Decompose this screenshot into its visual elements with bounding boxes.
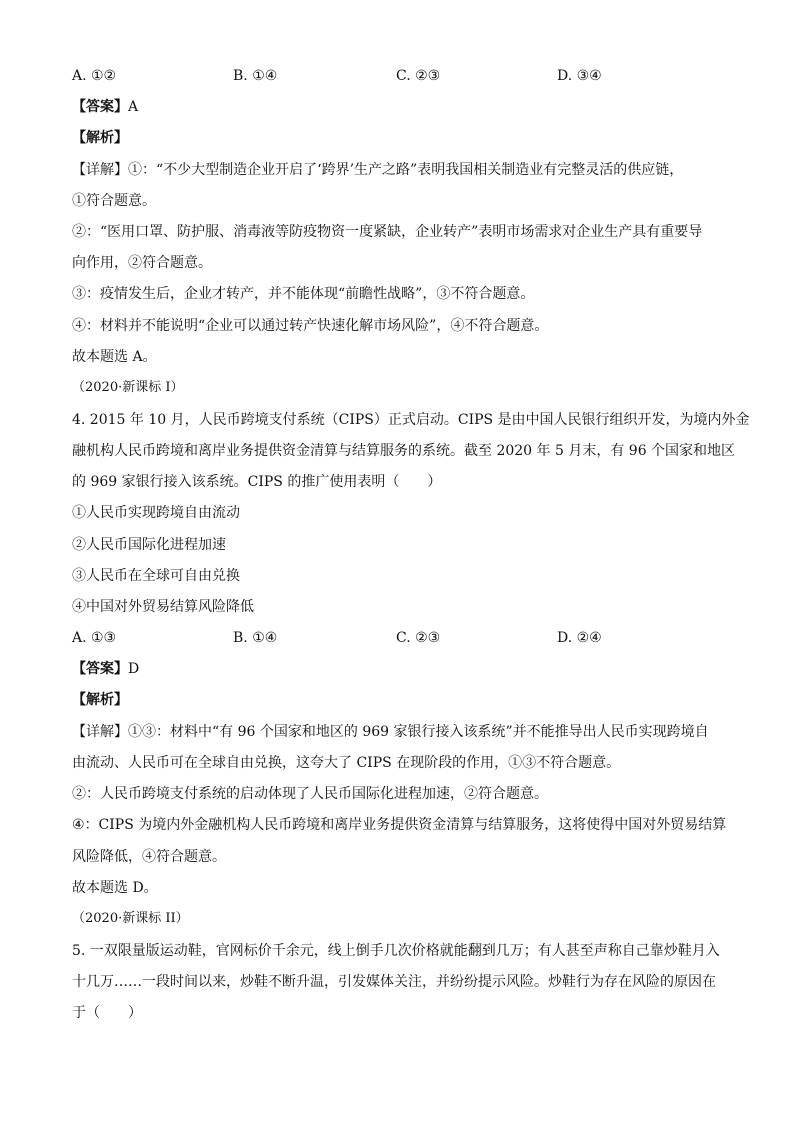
q4-detail-line: ②：人民币跨境支付系统的启动体现了人民币国际化进程加速，②符合题意。 — [72, 786, 548, 802]
q3-option-a: A. ①② — [72, 68, 117, 84]
q4-statement: ④中国对外贸易结算风险降低 — [72, 599, 254, 615]
q4-analysis-label: 【解析】 — [72, 692, 128, 708]
q4-statement: ①人民币实现跨境自由流动 — [72, 505, 240, 521]
q3-option-b: B. ①④ — [233, 68, 278, 84]
answer-value: D — [128, 661, 140, 677]
q5-stem-line: 5. 一双限量版运动鞋，官网标价千余元，线上倒手几次价格就能翻到几万；有人甚至声称自己靠炒鞋月入 — [72, 943, 720, 959]
q4-stem-line: 融机构人民币跨境和离岸业务提供资金清算与结算服务的系统。截至 2020 年 5 月末，有 96 个国家和地区 — [72, 443, 736, 459]
q4-detail-line: ④：CIPS 为境内外金融机构人民币跨境和离岸业务提供资金清算与结算服务，这将使得中国对外贸易结算 — [72, 817, 727, 833]
q4-option-b: B. ①④ — [233, 630, 278, 646]
q4-statement: ②人民币国际化进程加速 — [72, 537, 226, 553]
q4-detail-line: 【详解】①③：材料中“有 96 个国家和地区的 969 家银行接入该系统”并不能推导出人民币实现跨境自 — [72, 724, 709, 740]
q4-stem-line: 4. 2015 年 10 月，人民币跨境支付系统（CIPS）正式启动。CIPS 是由中国人民银行组织开发，为境内外金 — [72, 412, 750, 428]
q3-detail-line: ②：“医用口罩、防护服、消毒液等防疫物资一度紧缺，企业转产”表明市场需求对企业生产具有重要导 — [72, 224, 703, 240]
q5-source: （2020·新课标 II） — [72, 911, 189, 926]
q3-analysis-label: 【解析】 — [72, 130, 128, 146]
q3-option-c: C. ②③ — [396, 68, 441, 84]
q4-detail-line: 风险降低，④符合题意。 — [72, 849, 226, 865]
answer-label: 【答案】 — [72, 661, 128, 677]
q3-detail-line: ④：材料并不能说明“企业可以通过转产快速化解市场风险”，④不符合题意。 — [72, 318, 549, 334]
q4-conclusion: 故本题选 D。 — [72, 880, 158, 896]
q4-stem-line: 的 969 家银行接入该系统。CIPS 的推广使用表明（ ） — [72, 474, 442, 490]
q3-detail-line: ①符合题意。 — [72, 193, 156, 209]
q3-conclusion: 故本题选 A。 — [72, 349, 157, 365]
q4-option-d: D. ②④ — [557, 630, 602, 646]
q5-stem-line: 于（ ） — [72, 1005, 142, 1021]
q3-detail-line: 向作用，②符合题意。 — [72, 255, 212, 271]
answer-label: 【答案】 — [72, 99, 128, 115]
q4-option-c: C. ②③ — [396, 630, 441, 646]
q5-stem-line: 十几万……一段时间以来，炒鞋不断升温，引发媒体关注，并纷纷提示风险。炒鞋行为存在风险的原因在 — [72, 974, 716, 990]
q3-answer — [72, 98, 138, 116]
q4-detail-line: 由流动、人民币可在全球自由兑换，这夸大了 CIPS 在现阶段的作用，①③不符合题意。 — [72, 755, 621, 771]
q3-option-d: D. ③④ — [557, 68, 602, 84]
q4-statement: ③人民币在全球可自由兑换 — [72, 568, 240, 584]
q4-answer — [72, 660, 139, 678]
q3-detail-line: ③：疫情发生后，企业才转产，并不能体现“前瞻性战略”，③不符合题意。 — [72, 286, 535, 302]
q3-detail-line: 【详解】①：“不少大型制造企业开启了‘跨界’生产之路”表明我国相关制造业有完整灵活的供应链， — [72, 162, 684, 178]
q4-source: （2020·新课标 I） — [72, 380, 184, 395]
q4-option-a: A. ①③ — [72, 630, 117, 646]
answer-value: A — [128, 99, 139, 115]
